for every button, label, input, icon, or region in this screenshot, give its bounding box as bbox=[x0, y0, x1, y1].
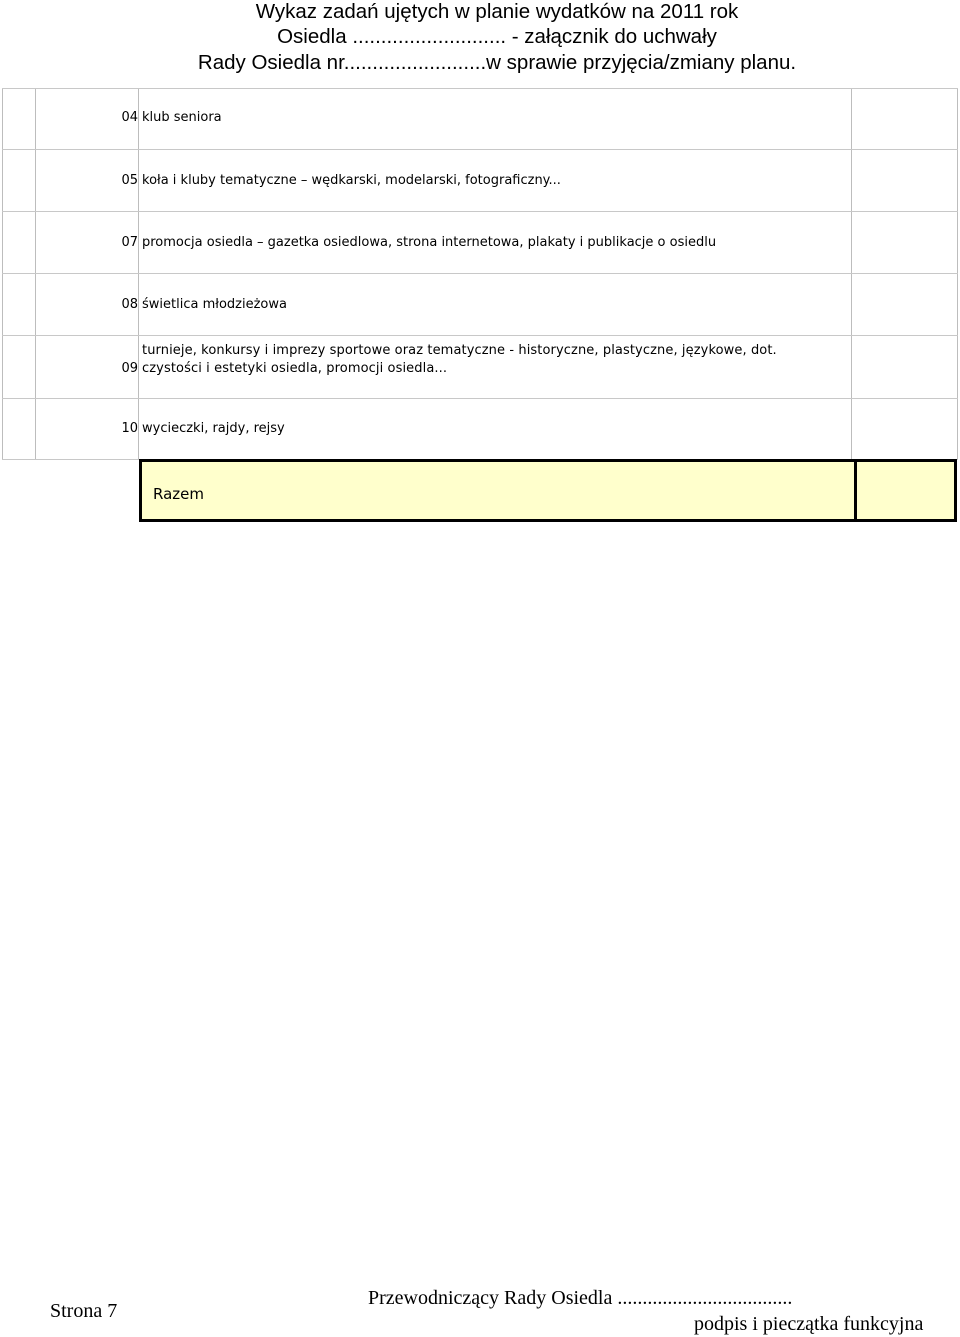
row-number: 07 bbox=[121, 235, 138, 250]
row-number: 08 bbox=[121, 297, 138, 312]
document-title-line-3: Rady Osiedla nr.........................w sprawie przyjęcia/zmiany planu. bbox=[197, 51, 797, 74]
chairperson-line: Przewodniczący Rady Osiedla ................................... bbox=[368, 1287, 793, 1309]
table-row-divider bbox=[2, 211, 958, 212]
row-description: klub seniora bbox=[142, 110, 222, 125]
table-row-divider bbox=[2, 398, 958, 399]
row-description: koła i kluby tematyczne – wędkarski, modelarski, fotograficzny... bbox=[142, 173, 561, 188]
row-description-line-1: turnieje, konkursy i imprezy sportowe oraz tematyczne - historyczne, plastyczne, językowe, dot. bbox=[142, 343, 777, 358]
document-title-line-2: Osiedla ........................... - załącznik do uchwały bbox=[277, 25, 717, 48]
signature-caption: podpis i pieczątka funkcyjna bbox=[694, 1313, 924, 1335]
row-number: 10 bbox=[121, 421, 138, 436]
row-description: promocja osiedla – gazetka osiedlowa, strona internetowa, plakaty i publikacje o osiedlu bbox=[142, 235, 717, 250]
table-border-left bbox=[2, 88, 3, 460]
row-description-line-2: czystości i estetyki osiedla, promocji osiedla... bbox=[142, 361, 448, 376]
document-title-line-1: Wykaz zadań ujętych w planie wydatków na 2011 rok bbox=[255, 0, 739, 23]
table-row-divider bbox=[2, 335, 958, 336]
row-number: 09 bbox=[121, 361, 138, 376]
table-row-divider bbox=[2, 88, 958, 89]
table-column-divider bbox=[851, 88, 852, 460]
table-border-right bbox=[957, 88, 958, 460]
row-number: 05 bbox=[121, 173, 138, 188]
table-row-divider bbox=[2, 149, 958, 150]
row-description: wycieczki, rajdy, rejsy bbox=[142, 421, 285, 436]
task-table bbox=[0, 0, 960, 530]
page-number: Strona 7 bbox=[50, 1300, 118, 1322]
total-label: Razem bbox=[153, 485, 204, 503]
row-number: 04 bbox=[121, 110, 138, 125]
table-column-divider bbox=[138, 88, 139, 460]
row-description: świetlica młodzieżowa bbox=[142, 297, 287, 312]
total-row bbox=[139, 459, 957, 522]
total-column-divider bbox=[854, 462, 857, 519]
table-column-divider bbox=[35, 88, 36, 460]
table-row-divider bbox=[2, 273, 958, 274]
